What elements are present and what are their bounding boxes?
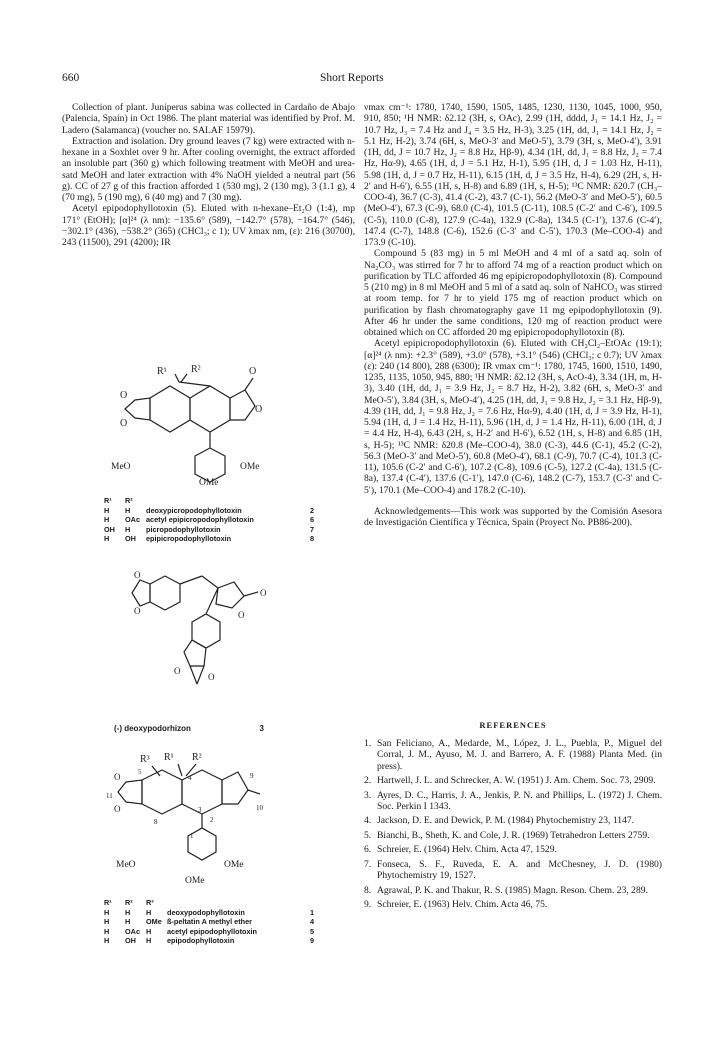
table-substituents-1 bbox=[104, 496, 314, 544]
cell-r2: OH bbox=[125, 936, 136, 946]
running-title: Short Reports bbox=[320, 72, 384, 84]
cell-compound-name: deoxypicropodophyllotoxin bbox=[146, 505, 242, 515]
label-o-lactone: O bbox=[255, 404, 263, 415]
table-row bbox=[104, 534, 314, 544]
header-r2: R² bbox=[125, 898, 133, 908]
cell-r1: H bbox=[104, 907, 110, 917]
reference-number: 7. bbox=[364, 859, 372, 871]
list-item bbox=[364, 738, 662, 772]
paragraph-hydrolysis: Compound 5 (83 mg) in 5 ml MeOH and 4 ml of a satd aq. soln of Na₂CO₃ was stirred for 7 hr to afford 74 mg of a reaction product which on purification by TLC afforded 46 mg epipicropodophyllotoxin (8). Compound 5 (210 mg) in 8 ml MeOH and 5 ml of a satd aq. soln of NaHCO₃ was stirred at room temp. for 7 hr to yield 175 mg of reaction product which on purification by flash chromatography gave 11 mg epipodophyllotoxin (9). After 46 hr under the same conditions, 120 mg of reaction product were obtained which on CC afforded 20 mg epipicropodophyllotoxin (8). bbox=[364, 248, 662, 338]
cell-compound-number: 6 bbox=[309, 515, 314, 525]
cell-compound-number: 7 bbox=[309, 524, 314, 534]
list-item bbox=[364, 830, 662, 841]
label-num-8: 8 bbox=[154, 818, 158, 826]
structure-deoxypodorhizon bbox=[110, 562, 290, 712]
cell-compound-name: picropodophyllotoxin bbox=[146, 524, 221, 534]
header-r1: R¹ bbox=[104, 496, 112, 506]
right-column-text bbox=[364, 102, 662, 528]
reference-text: Hartwell, J. L. and Schrecker, A. W. (1951) J. Am. Chem. Soc. 73, 2909. bbox=[377, 775, 656, 787]
header-r2: R² bbox=[125, 496, 133, 506]
references-list bbox=[364, 738, 662, 914]
paragraph-collection: Collection of plant. Juniperus sabina was collected in Cardaño de Abajo (Palencia, Spain) in Oct 1986. The plant material was identified by Prof. M. Ladero (Salamanca) (voucher no. SALAF 15979). bbox=[62, 102, 355, 136]
table-row bbox=[104, 917, 314, 927]
cell-r2: OH bbox=[125, 534, 136, 544]
cell-r1: H bbox=[104, 534, 110, 544]
reference-text: Agrawal, P. K. and Thakur, R. S. (1985) Magn. Reson. Chem. 23, 289. bbox=[377, 884, 648, 896]
meo-label-2: MeO bbox=[116, 860, 136, 870]
label-o-dioxole2: O bbox=[134, 606, 141, 616]
structure-podophyllotoxin bbox=[90, 746, 290, 866]
ome-label-1: OMe bbox=[240, 462, 260, 472]
label-o-carbonyl: O bbox=[260, 588, 267, 598]
reference-number: 9. bbox=[364, 899, 372, 911]
label-r3: R³ bbox=[140, 754, 150, 765]
cell-r2: H bbox=[125, 907, 131, 917]
label-o-dioxole1: O bbox=[114, 772, 121, 782]
paragraph-acetyl-epipicropodophyllotoxin: Acetyl epipicropodophyllotoxin (6). Eluted with CH₂Cl₂–EtOAc (19:1); [α]²⁴ (λ nm): +2.3° (589), +3.0° (578), +3.1° (546) (CHCl₃; c 0.7); UV λmax (ε): 240 (14 800), 288 (6300); IR νmax cm⁻¹: 1780, 1745, 1600, 1510, 1490, 1235, 1135, 1050, 945, 880; ¹H NMR: δ2.12 (3H, s, AcO-4), 3.34 (1H, m, H-3), 3.40 (1H, dd, J₁ = 3.9 Hz, J₂ = 8.7 Hz, H-2), 3.82 (6H, s, MeO-3′ and MeO-5′), 3.84 (3H, s, MeO-4′), 4.25 (1H, dd, J₁ = 9.8 Hz, J₂ = 3.1 Hz, Hβ-9), 4.39 (1H, dd, J₁ = 9.8 Hz, J₂ = 7.6 Hz, Hα-9), 4.40 (1H, d, J = 3.9 Hz, H-1), 5.94 (1H, d, J = 1.4 Hz, H-11), 5.96 (1H, d, J = 1.4 Hz, H-11), 6.00 (1H, d, J = 4.4 Hz, H-4), 6.43 (2H, s, H-2′ and H-6′), 6.52 (1H, s, H-8) and 6.85 (1H, s, H-5); ¹³C NMR: δ20.8 (Me–COO-4), 38.0 (C-3), 44.6 (C-1), 45.2 (C-2), 56.3 (MeO-3′ and MeO-5′), 60.8 (MeO-4′), 68.1 (C-9), 70.7 (C-4), 101.3 (C-11), 105.6 (C-2′ and C-6′), 107.2 (C-8), 109.6 (C-5), 127.2 (C-4a), 131.5 (C-8a), 137.4 (C-4′), 137.6 (C-1′), 147.0 (C-6), 148.2 (C-7), 153.7 (C-3′ and C-5′), 170.1 (Me–COO-4) and 178.2 (C-10). bbox=[364, 338, 662, 496]
label-num-9: 9 bbox=[250, 772, 254, 780]
label-o-dioxole3: O bbox=[174, 666, 181, 676]
cell-r2: H bbox=[125, 505, 131, 515]
list-item bbox=[364, 790, 662, 813]
compound-3-caption bbox=[114, 724, 264, 734]
cell-r3: H bbox=[146, 907, 152, 917]
cell-r3: H bbox=[146, 926, 152, 936]
reference-text: Schreier, E. (1964) Helv. Chim. Acta 47, 1529. bbox=[377, 844, 557, 856]
page-number: 660 bbox=[62, 72, 80, 84]
reference-text: Jackson, D. E. and Dewick, P. M. (1984) Phytochemistry 23, 1147. bbox=[377, 815, 635, 827]
references-heading: REFERENCES bbox=[479, 720, 547, 730]
cell-r3: H bbox=[146, 936, 152, 946]
reference-number: 1. bbox=[364, 738, 372, 749]
meo-label-1: MeO bbox=[111, 462, 131, 472]
cell-r1: OH bbox=[104, 524, 115, 534]
cell-compound-name: deoxypodophyllotoxin bbox=[167, 907, 245, 917]
ome-label-2: OMe bbox=[224, 860, 244, 870]
reference-number: 6. bbox=[364, 844, 372, 856]
cell-compound-number: 9 bbox=[309, 936, 314, 946]
label-num-10: 10 bbox=[256, 804, 263, 812]
table-header bbox=[104, 898, 314, 908]
label-o-dioxole1: O bbox=[134, 570, 141, 580]
label-num-4: 4 bbox=[188, 774, 192, 782]
label-o-dioxole1: O bbox=[120, 390, 128, 401]
cell-compound-name: acetyl epipodophyllotoxin bbox=[167, 926, 258, 936]
left-column-text bbox=[62, 102, 355, 248]
label-o-dioxole2: O bbox=[120, 418, 128, 429]
label-r1: R¹ bbox=[164, 752, 174, 763]
acknowledgements: Acknowledgements—This work was supported by the Comisión Asesora de Investigación Científica y Técnica, Spain (Proyect No. PB86-200). bbox=[364, 505, 662, 528]
cell-r1: H bbox=[104, 936, 110, 946]
list-item bbox=[364, 775, 662, 786]
reference-text: Ayres, D. C., Harris, J. A., Jenkis, P. N. and Phillips, L. (1972) J. Chem. Soc. Perkin I 1343. bbox=[377, 789, 662, 812]
label-num-2: 2 bbox=[210, 816, 214, 824]
reference-text: Bianchi, B., Sheth, K. and Cole, J. R. (1969) Tetrahedron Letters 2759. bbox=[377, 829, 650, 841]
header-r3: R³ bbox=[146, 898, 154, 908]
table-row bbox=[104, 927, 314, 937]
cell-r2: H bbox=[125, 524, 131, 534]
cell-compound-number: 5 bbox=[309, 926, 314, 936]
label-r1: R¹ bbox=[157, 366, 167, 377]
label-r2: R² bbox=[191, 364, 201, 375]
header-r1: R¹ bbox=[104, 898, 112, 908]
cell-compound-name: epipicropodophyllotoxin bbox=[146, 534, 232, 544]
cell-r1: H bbox=[104, 917, 110, 927]
reference-number: 5. bbox=[364, 829, 372, 841]
paragraph-acetyl-epipodophyllotoxin: Acetyl epipodophyllotoxin (5). Eluted with n-hexane–Et₂O (1:4), mp 171° (EtOH); [α]²⁴ (λ nm): −135.6° (589), −142.7° (578), −164.7° (546), −302.1° (436), −538.2° (365) (CHCl₃; c 1); UV λmax nm, (ε): 216 (30700), 243 (11500), 291 (4200); IR bbox=[62, 203, 355, 248]
table-row bbox=[104, 506, 314, 516]
cell-r1: H bbox=[104, 505, 110, 515]
label-num-1: 1 bbox=[190, 832, 194, 840]
cell-compound-name: epipodophyllotoxin bbox=[167, 936, 235, 946]
label-num-5: 5 bbox=[138, 768, 142, 776]
reference-text: Schreier, E. (1963) Helv. Chim. Acta 46, 75. bbox=[377, 899, 548, 911]
label-o-carbonyl: O bbox=[249, 366, 257, 377]
table-row bbox=[104, 515, 314, 525]
list-item bbox=[364, 844, 662, 855]
cell-compound-number: 2 bbox=[309, 505, 314, 515]
compound-3-name: (-) deoxypodorhizon bbox=[114, 724, 191, 734]
list-item bbox=[364, 899, 662, 910]
cell-r2: OAc bbox=[125, 515, 141, 525]
reference-number: 8. bbox=[364, 884, 372, 896]
cell-r1: H bbox=[104, 515, 110, 525]
label-o-dioxole2: O bbox=[114, 804, 121, 814]
compound-3-number: 3 bbox=[259, 724, 264, 734]
label-num-11: 11 bbox=[106, 792, 113, 800]
ome-para-label-1: OMe bbox=[199, 478, 219, 488]
table-header bbox=[104, 496, 314, 506]
reference-number: 2. bbox=[364, 775, 372, 787]
cell-r3: OMe bbox=[146, 917, 162, 927]
cell-r1: H bbox=[104, 926, 110, 936]
table-substituents-2 bbox=[104, 898, 314, 946]
reference-text: San Feliciano, A., Medarde, M., López, J. L., Puebla, P., Miguel del Corral, J. M., Ayuso, M. J. and Barrero, A. F. (1988) Planta Med. (in press). bbox=[377, 738, 662, 772]
label-num-3: 3 bbox=[198, 806, 202, 814]
cell-compound-name: ß-peltatin A methyl ether bbox=[167, 917, 253, 927]
table-row bbox=[104, 908, 314, 918]
label-r2: R² bbox=[192, 752, 202, 763]
cell-compound-name: acetyl epipicropodophyllotoxin bbox=[146, 515, 254, 525]
cell-compound-number: 8 bbox=[309, 534, 314, 544]
cell-compound-number: 1 bbox=[309, 907, 314, 917]
reference-number: 3. bbox=[364, 789, 372, 801]
label-o-dioxole4: O bbox=[208, 672, 215, 682]
paragraph-spectra-5: νmax cm⁻¹: 1780, 1740, 1590, 1505, 1485, 1230, 1130, 1045, 1000, 950, 910, 850; ¹H NMR: δ2.12 (3H, s, OAc), 2.99 (1H, dddd, J₁ = 14.1 Hz, J₂ = 10.7 Hz, J₃ = 7.4 Hz and J₄ = 3.5 Hz, H-3), 3.25 (1H, dd, J₁ = 14.1 Hz, J₂ = 5.1 Hz, H-2), 3.74 (6H, s, MeO-3′ and MeO-5′), 3.79 (3H, s, MeO-4′), 3.91 (1H, dd, J = 10.7 Hz, J₂ = 8.8 Hz, Hβ-9), 4.34 (1H, dd, J₁ = 8.8 Hz, J₂ = 7.4 Hz, Hα-9), 4.65 (1H, d, J = 5.1 Hz, H-1), 5.95 (1H, d, J = 1.03 Hz, H-11), 5.98 (1H, d, J = 0.7 Hz, H-11), 6.15 (1H, d, J = 3.5 Hz, H-4), 6.29 (2H, s, H-2′ and H-6′), 6.55 (1H, s, H-8) and 6.89 (1H, s, H-5); ¹³C NMR: δ20.7 (CH₃–COO-4), 36.7 (C-3), 41.4 (C-2), 43.7 (C-1), 56.2 (MeO-3′ and MeO-5′), 60.5 (MeO-4′), 67.3 (C-9), 68.0 (C-4), 101.5 (C-11), 108.5 (C-2′ and C-6′), 109.5 (C-5), 110.0 (C-8), 127.9 (C-4a), 132.9 (C-8a), 134.5 (C-1′), 137.6 (C-4′), 147.4 (C-7), 148.8 (C-6), 152.6 (C-3′ and C-5′), 170.3 (Me–COO-4) and 173.9 (C-10). bbox=[364, 102, 662, 248]
list-item bbox=[364, 885, 662, 896]
reference-text: Fonseca, S. F., Ruveda, E. A. and McChesney, J. D. (1980) Phytochemistry 19, 1527. bbox=[377, 859, 662, 882]
label-o-lactone: O bbox=[238, 610, 245, 620]
table-row bbox=[104, 525, 314, 535]
list-item bbox=[364, 815, 662, 826]
cell-compound-number: 4 bbox=[309, 917, 314, 927]
list-item bbox=[364, 859, 662, 882]
table-row bbox=[104, 936, 314, 946]
paragraph-extraction: Extraction and isolation. Dry ground leaves (7 kg) were extracted with n-hexane in a Soxhlet over 9 hr. After cooling overnight, the extract afforded an insoluble part (360 g) which following treatment with MeOH and urea-satd MeOH and later extraction with 4% NaOH yielded a neutral part (56 g). CC of 27 g of this fraction afforded 1 (530 mg), 2 (130 mg), 3 (1.1 g), 4 (70 mg), 5 (190 mg), 6 (40 mg) and 7 (30 mg). bbox=[62, 135, 355, 203]
cell-r2: OAc bbox=[125, 926, 141, 936]
cell-r2: H bbox=[125, 917, 131, 927]
ome-para-label-2: OMe bbox=[185, 876, 205, 886]
reference-number: 4. bbox=[364, 815, 372, 827]
